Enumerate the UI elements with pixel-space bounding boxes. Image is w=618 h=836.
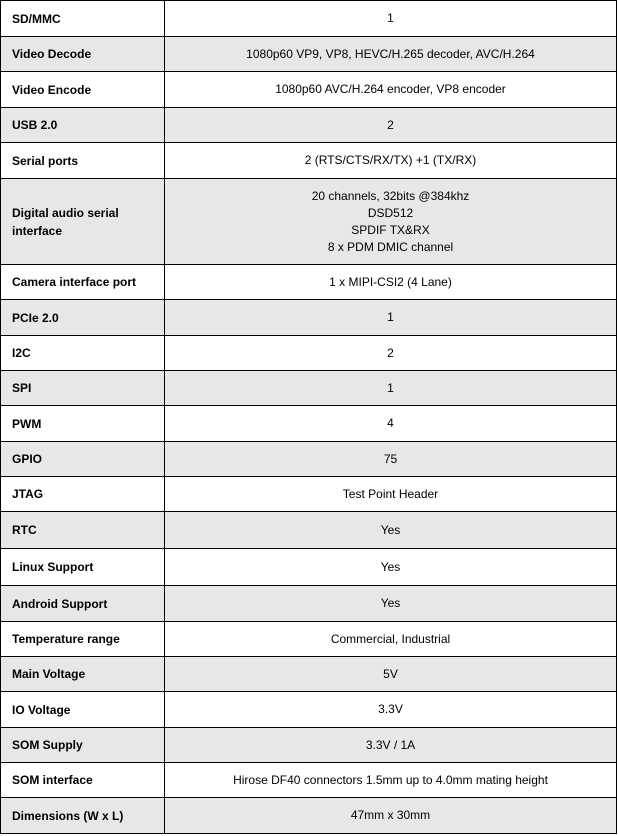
spec-value-line: SPDIF TX&RX [351,222,430,237]
spec-value-line: 4 [387,416,394,430]
spec-label: Video Decode [1,37,165,72]
spec-label: SD/MMC [1,1,165,37]
spec-label: Android Support [1,586,165,622]
spec-value [165,406,617,442]
spec-value [165,442,617,477]
spec-row [1,371,617,406]
spec-value [165,622,617,657]
spec-value-line: 2 [387,117,394,132]
spec-value [165,512,617,549]
spec-label: SPI [1,371,165,406]
spec-value-line: 75 [383,451,398,466]
spec-label: IO Voltage [1,692,165,728]
spec-value [165,143,617,179]
spec-value-line: Yes [380,559,401,574]
spec-row [1,657,617,692]
spec-value [165,265,617,300]
spec-value [165,300,617,336]
spec-value-line: 2 [387,345,394,360]
spec-value [165,179,617,265]
spec-label: Digital audio serial interface [1,179,165,265]
spec-value-line: 47mm x 30mm [350,808,431,822]
spec-row [1,586,617,622]
spec-label: Linux Support [1,549,165,586]
spec-row [1,512,617,549]
spec-value-line: Commercial, Industrial [330,631,451,646]
spec-value [165,37,617,72]
spec-row [1,406,617,442]
spec-row [1,477,617,512]
spec-value-line: 1 [387,11,394,25]
spec-value [165,549,617,586]
spec-row [1,442,617,477]
spec-value-line: Test Point Header [342,486,439,501]
spec-value-line: DSD512 [367,205,414,220]
spec-value [165,108,617,143]
spec-value [165,657,617,692]
spec-value-line: 1080p60 VP9, VP8, HEVC/H.265 decoder, AVC/H.264 [246,46,535,61]
spec-value-line: 20 channels, 32bits @384khz [311,188,470,203]
spec-label: USB 2.0 [1,108,165,143]
spec-value-line: 1 x MIPI-CSI2 (4 Lane) [329,274,452,289]
spec-value-line: 3.3V [378,702,403,716]
spec-label: JTAG [1,477,165,512]
spec-value [165,371,617,406]
spec-row [1,265,617,300]
spec-value [165,586,617,622]
spec-row [1,549,617,586]
spec-value [165,1,617,37]
spec-label: Main Voltage [1,657,165,692]
spec-row [1,72,617,108]
spec-value-line: Yes [380,596,401,610]
spec-value-line: 1080p60 AVC/H.264 encoder, VP8 encoder [275,82,506,96]
spec-label: SOM Supply [1,728,165,763]
spec-value-line: Yes [380,522,401,537]
spec-value [165,72,617,108]
spec-row [1,336,617,371]
spec-row [1,108,617,143]
spec-value [165,336,617,371]
spec-value [165,728,617,763]
spec-value-line: 1 [387,380,394,395]
spec-value [165,763,617,798]
spec-value-line: 3.3V / 1A [365,737,416,752]
spec-label: PCIe 2.0 [1,300,165,336]
spec-value [165,798,617,834]
spec-row [1,728,617,763]
spec-value-line: 8 x PDM DMIC channel [327,239,454,254]
spec-table-body [1,1,617,834]
spec-label: Temperature range [1,622,165,657]
spec-row [1,763,617,798]
spec-label: Serial ports [1,143,165,179]
spec-label: GPIO [1,442,165,477]
spec-row [1,143,617,179]
spec-label: RTC [1,512,165,549]
spec-label: I2C [1,336,165,371]
spec-label: SOM interface [1,763,165,798]
spec-row [1,798,617,834]
spec-row [1,179,617,265]
spec-row [1,622,617,657]
spec-value-line: 1 [387,310,394,324]
spec-label: PWM [1,406,165,442]
spec-value-line: 5V [383,666,398,681]
spec-label: Dimensions (W x L) [1,798,165,834]
spec-value [165,477,617,512]
spec-value-line: 2 (RTS/CTS/RX/TX) +1 (TX/RX) [304,153,477,167]
spec-value [165,692,617,728]
spec-row [1,300,617,336]
spec-row [1,37,617,72]
spec-row [1,692,617,728]
spec-row [1,1,617,37]
spec-value-line: Hirose DF40 connectors 1.5mm up to 4.0mm mating height [233,772,548,787]
spec-label: Video Encode [1,72,165,108]
spec-label: Camera interface port [1,265,165,300]
